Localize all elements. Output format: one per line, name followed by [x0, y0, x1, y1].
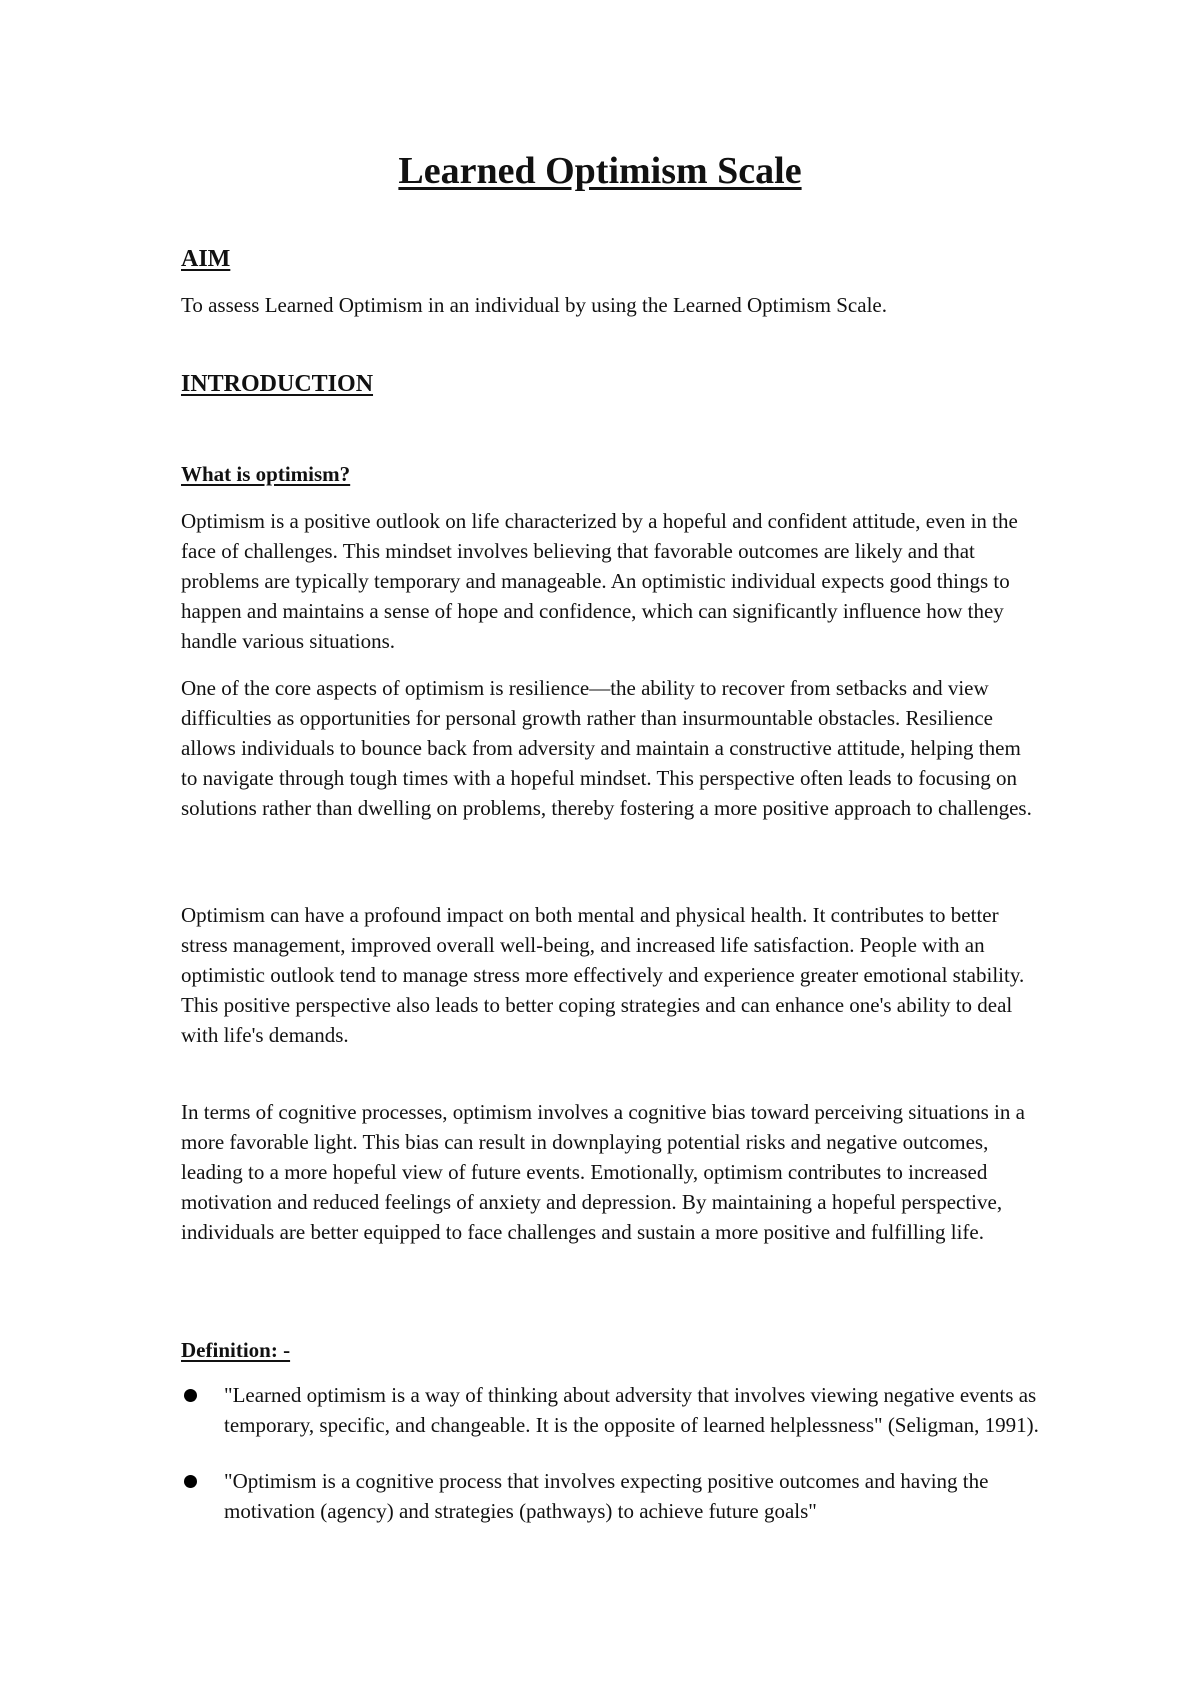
intro-paragraph-2: One of the core aspects of optimism is resilience—the ability to recover from setbacks and view difficulties as opportunities for personal growth rather than insurmountable obstacles. Resilience allows individuals to bounce back from adversity and maintain a constructive attitude, helping them to navigate through tough times with a hopeful mindset. This perspective often leads to focusing on solutions rather than dwelling on problems, thereby fostering a more positive approach to challenges.: [181, 676, 1032, 820]
document-title: Learned Optimism Scale: [398, 150, 802, 192]
definition-list: [181, 1380, 1041, 1526]
aim-section: [181, 290, 1041, 320]
definition-item: "Optimism is a cognitive process that involves expecting positive outcomes and having the motivation (agency) and strategies (pathways) to achieve future goals": [181, 1466, 1041, 1526]
definition-item: "Learned optimism is a way of thinking about adversity that involves viewing negative events as temporary, specific, and changeable. It is the opposite of learned helplessness" (Seligman, 1991).: [181, 1380, 1041, 1440]
optimism-subheading: What is optimism?: [181, 462, 351, 486]
aim-text: To assess Learned Optimism in an individual by using the Learned Optimism Scale.: [181, 293, 887, 317]
definition-heading: Definition: -: [181, 1338, 291, 1362]
aim-heading: AIM: [181, 246, 231, 272]
intro-paragraph-4: In terms of cognitive processes, optimism involves a cognitive bias toward perceiving situations in a more favorable light. This bias can result in downplaying potential risks and negative outcomes, leading to a more hopeful view of future events. Emotionally, optimism contributes to increased motivation and reduced feelings of anxiety and depression. By maintaining a hopeful perspective, individuals are better equipped to face challenges and sustain a more positive and fulfilling life.: [181, 1100, 1025, 1244]
intro-paragraph-3: Optimism can have a profound impact on both mental and physical health. It contributes to better stress management, improved overall well-being, and increased life satisfaction. People with an optimistic outlook tend to manage stress more effectively and experience greater emotional stability. This positive perspective also leads to better coping strategies and can enhance one's ability to deal with life's demands.: [181, 903, 1025, 1047]
bullet-icon: [184, 1475, 197, 1488]
bullet-icon: [184, 1389, 197, 1402]
introduction-heading: INTRODUCTION: [181, 371, 374, 397]
intro-paragraph-1: Optimism is a positive outlook on life characterized by a hopeful and confident attitude, even in the face of challenges. This mindset involves believing that favorable outcomes are likely and that problems are typically temporary and manageable. An optimistic individual expects good things to happen and maintains a sense of hope and confidence, which can significantly influence how they handle various situations.: [181, 509, 1018, 653]
